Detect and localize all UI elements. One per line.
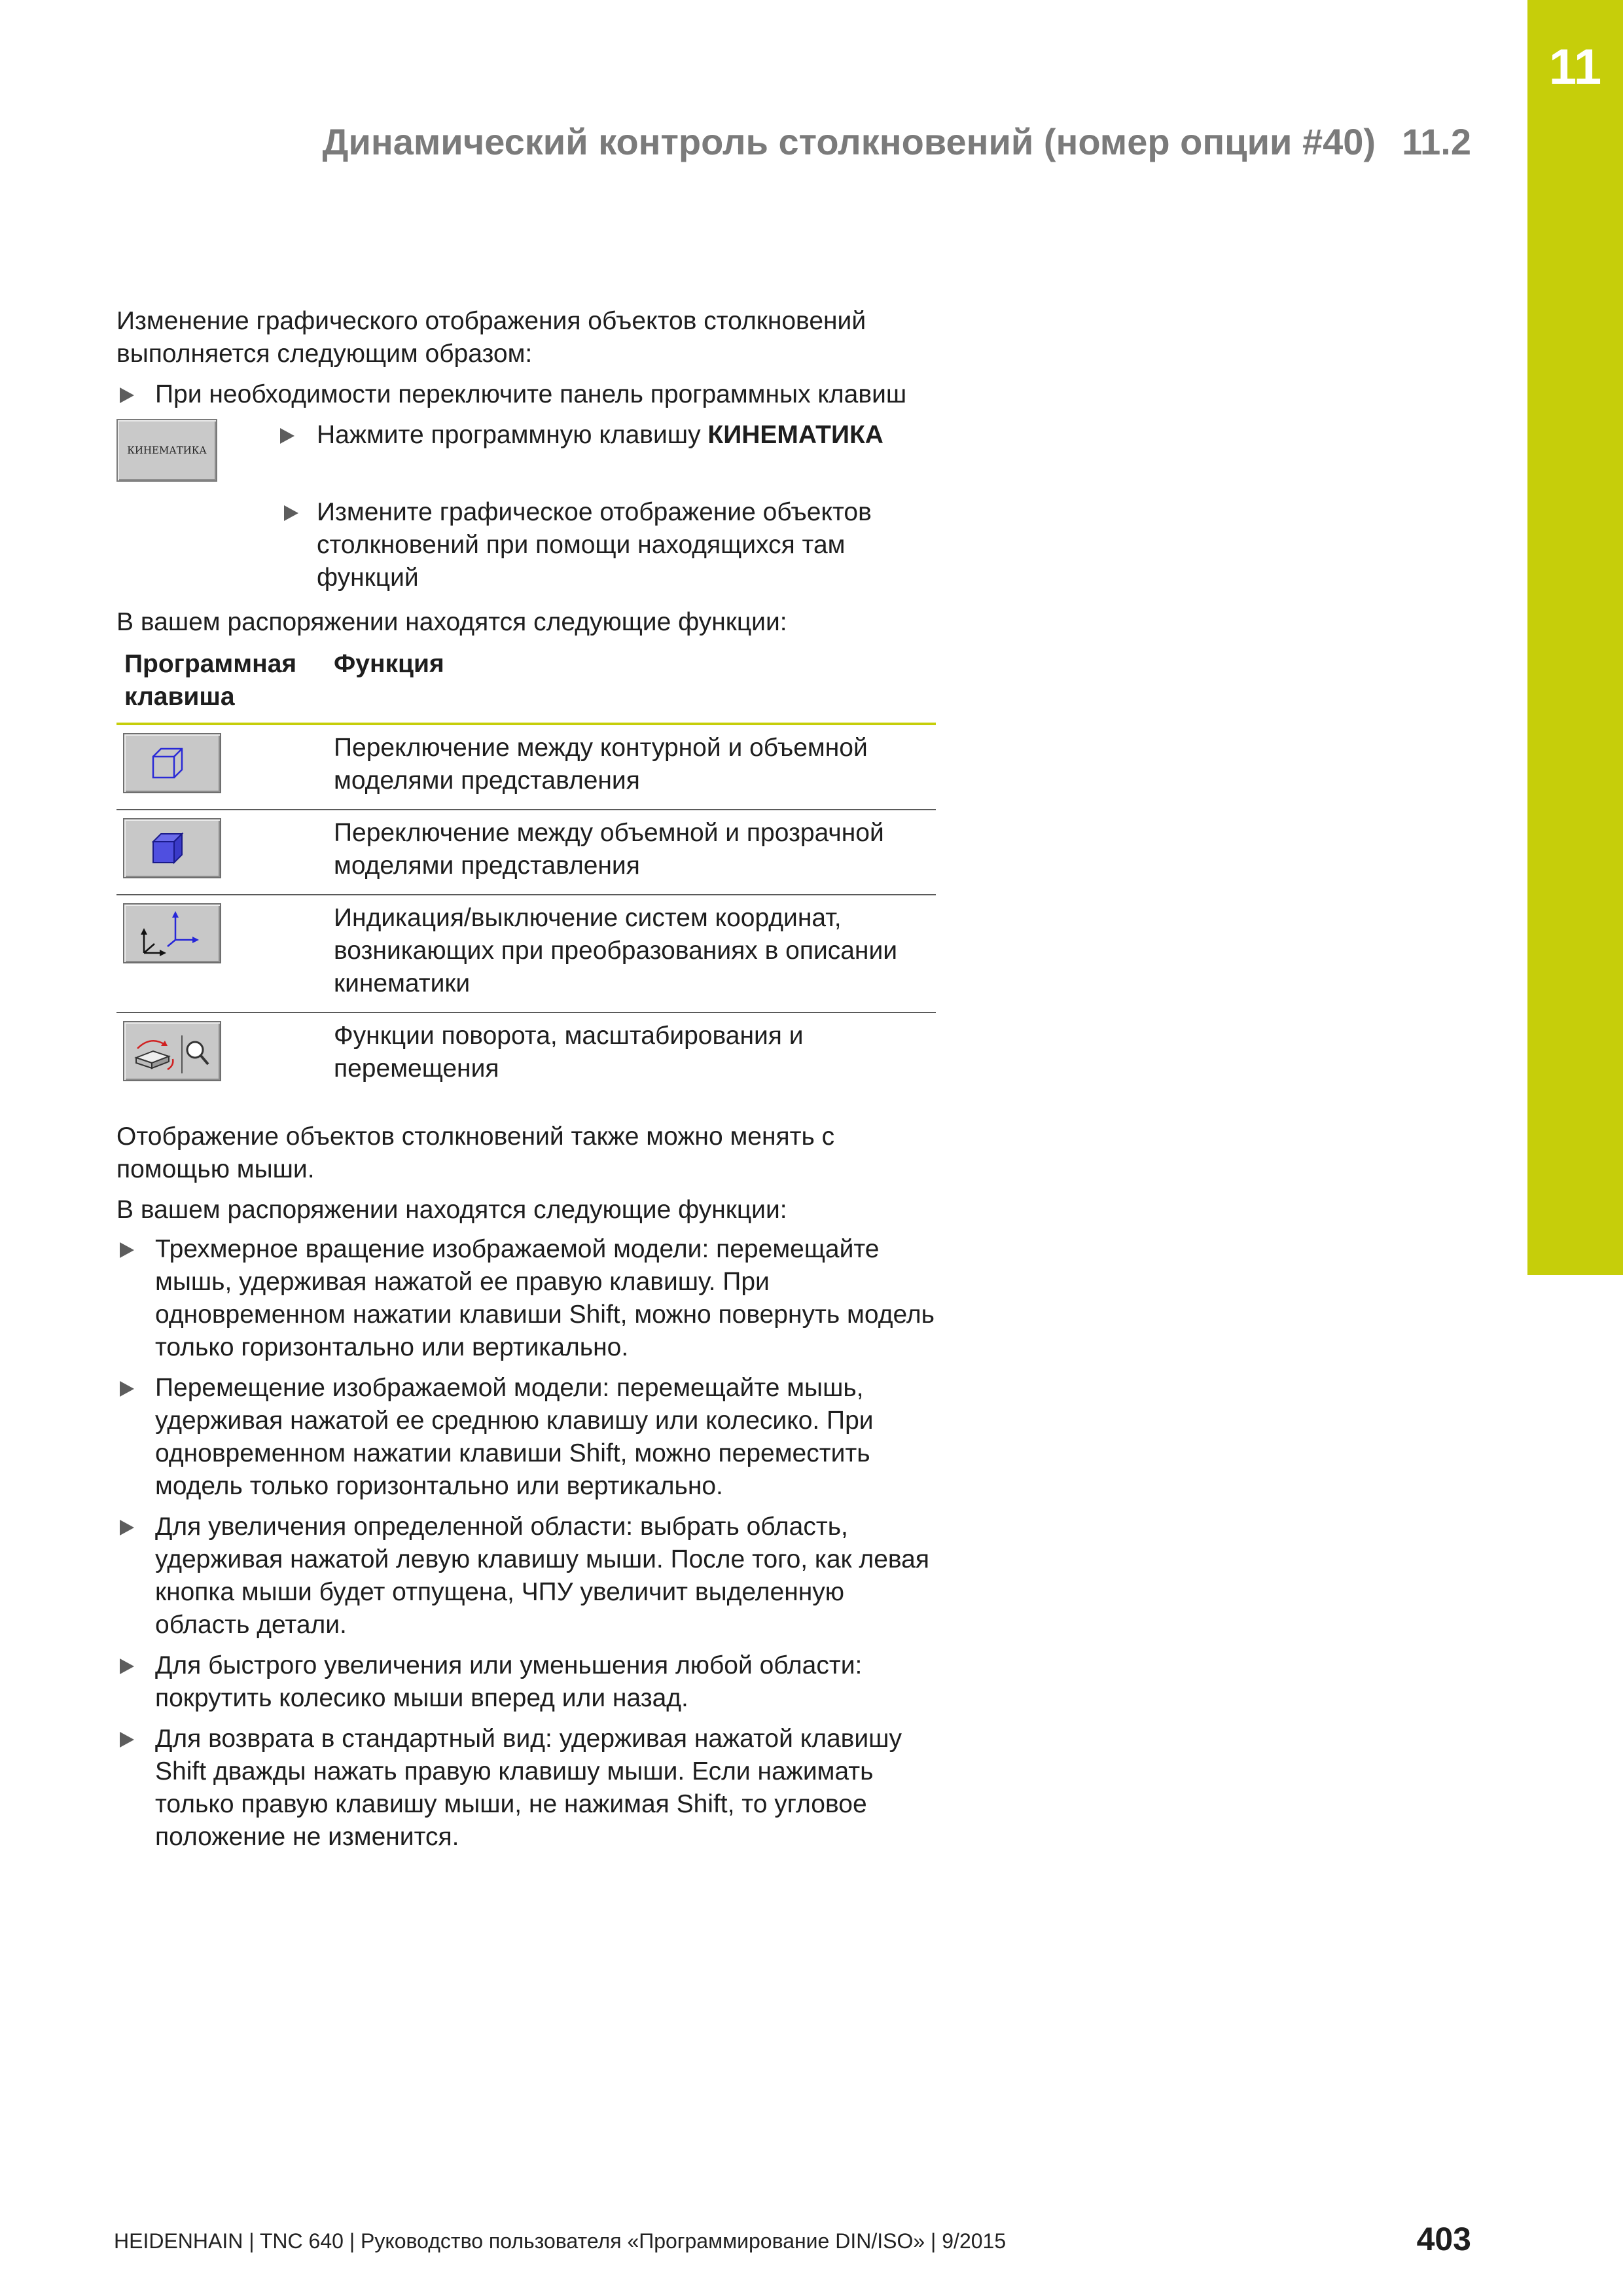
- mouse-paragraph: Отображение объектов столкновений также можно менять с помощью мыши.: [116, 1122, 835, 1183]
- rotate-zoom-icon: [124, 1022, 220, 1080]
- triangle-bullet-icon: [280, 428, 294, 444]
- bullet-text: При необходимости переключите панель программных клавиш: [155, 380, 907, 408]
- step-kinematics-text: [280, 419, 935, 452]
- main-content: [116, 305, 936, 1854]
- table-row: [116, 724, 936, 810]
- page-header: [323, 120, 1471, 164]
- bullet-text: Перемещение изображаемой модели: перемещайте мышь, удерживая нажатой ее среднюю клавишу или колесико. При одновременном нажатии клавиши Shift, можно переместить модель только горизонтально или вертикально.: [155, 1374, 874, 1500]
- chapter-tab: [1527, 0, 1623, 1275]
- bullet-switch-softkey-row: [116, 378, 936, 411]
- kinematics-softkey[interactable]: КИНЕМАТИКА: [116, 419, 217, 482]
- functions-intro: В вашем распоряжении находятся следующие функции:: [116, 608, 787, 636]
- bullet-text: Для увеличения определенной области: выбрать область, удерживая нажатой левую клавишу мыши. После того, как левая кнопка мыши будет отпущена, ЧПУ увеличит выделенную область детали.: [155, 1513, 929, 1639]
- function-text: Функции поворота, масштабирования и перемещения: [334, 1022, 804, 1083]
- triangle-bullet-icon: [284, 505, 298, 521]
- page-number: 403: [1416, 2221, 1471, 2257]
- chapter-number: 11: [1548, 39, 1602, 95]
- rotate-zoom-softkey[interactable]: [123, 1021, 221, 1081]
- wireframe-cube-softkey[interactable]: [123, 733, 221, 793]
- solid-cube-icon: [124, 819, 220, 877]
- softkey-table: [116, 648, 936, 1097]
- header-section-number: 11.2: [1402, 121, 1471, 162]
- bullet-mouse-reset-view: [116, 1723, 936, 1854]
- function-text: Индикация/выключение систем координат, возникающих при преобразованиях в описании кинематики: [334, 895, 936, 1013]
- bullet-mouse-zoom-area: [116, 1511, 936, 1641]
- table-row: [116, 810, 936, 895]
- table-row: [116, 895, 936, 1013]
- coordinate-systems-icon: [124, 905, 220, 962]
- function-text: Переключение между объемной и прозрачной моделями представления: [334, 810, 936, 895]
- bullet-text: Трехмерное вращение изображаемой модели: перемещайте мышь, удерживая нажатой ее правую клавишу. При одновременном нажатии клавиши Shift, можно повернуть модель только горизонтально или вертикально.: [155, 1235, 935, 1361]
- step-change-display: [116, 496, 936, 594]
- wireframe-cube-icon: [124, 734, 220, 792]
- bullet-mouse-wheel-zoom: [116, 1649, 936, 1715]
- bullet-text: Для возврата в стандартный вид: удерживая нажатой клавишу Shift дважды нажать правую клавишу мыши. Если нажимать только правую клавишу мыши, не нажимая Shift, то угловое положение не изменится.: [155, 1725, 902, 1851]
- intro-paragraph: Изменение графического отображения объектов столкновений выполняется следующим образом:: [116, 307, 866, 368]
- bullet-mouse-move: [116, 1372, 936, 1503]
- solid-cube-softkey[interactable]: [123, 818, 221, 878]
- bullet-mouse-rotate: [116, 1233, 936, 1364]
- step1-softkey-name: КИНЕМАТИКА: [707, 421, 883, 449]
- column-header-softkey: Программная клавиша: [116, 648, 334, 724]
- bullet-text: Для быстрого увеличения или уменьшения любой области: покрутить колесико мыши вперед или назад.: [155, 1651, 863, 1712]
- step2-text: Измените графическое отображение объектов столкновений при помощи находящихся там функций: [317, 498, 872, 592]
- step1-prefix: Нажмите программную клавишу: [317, 421, 708, 449]
- step-kinematics: [116, 419, 936, 496]
- header-title: Динамический контроль столкновений (номер опции #40): [322, 121, 1376, 162]
- coordinate-systems-softkey[interactable]: [123, 903, 221, 963]
- function-text: Переключение между контурной и объемной моделями представления: [334, 724, 936, 810]
- table-row: [116, 1013, 936, 1097]
- column-header-function: Функция: [334, 648, 936, 724]
- mouse-functions-intro: В вашем распоряжении находятся следующие функции:: [116, 1196, 787, 1224]
- footer-text: HEIDENHAIN | TNC 640 | Руководство пользователя «Программирование DIN/ISO» | 9/2015: [114, 2229, 1007, 2253]
